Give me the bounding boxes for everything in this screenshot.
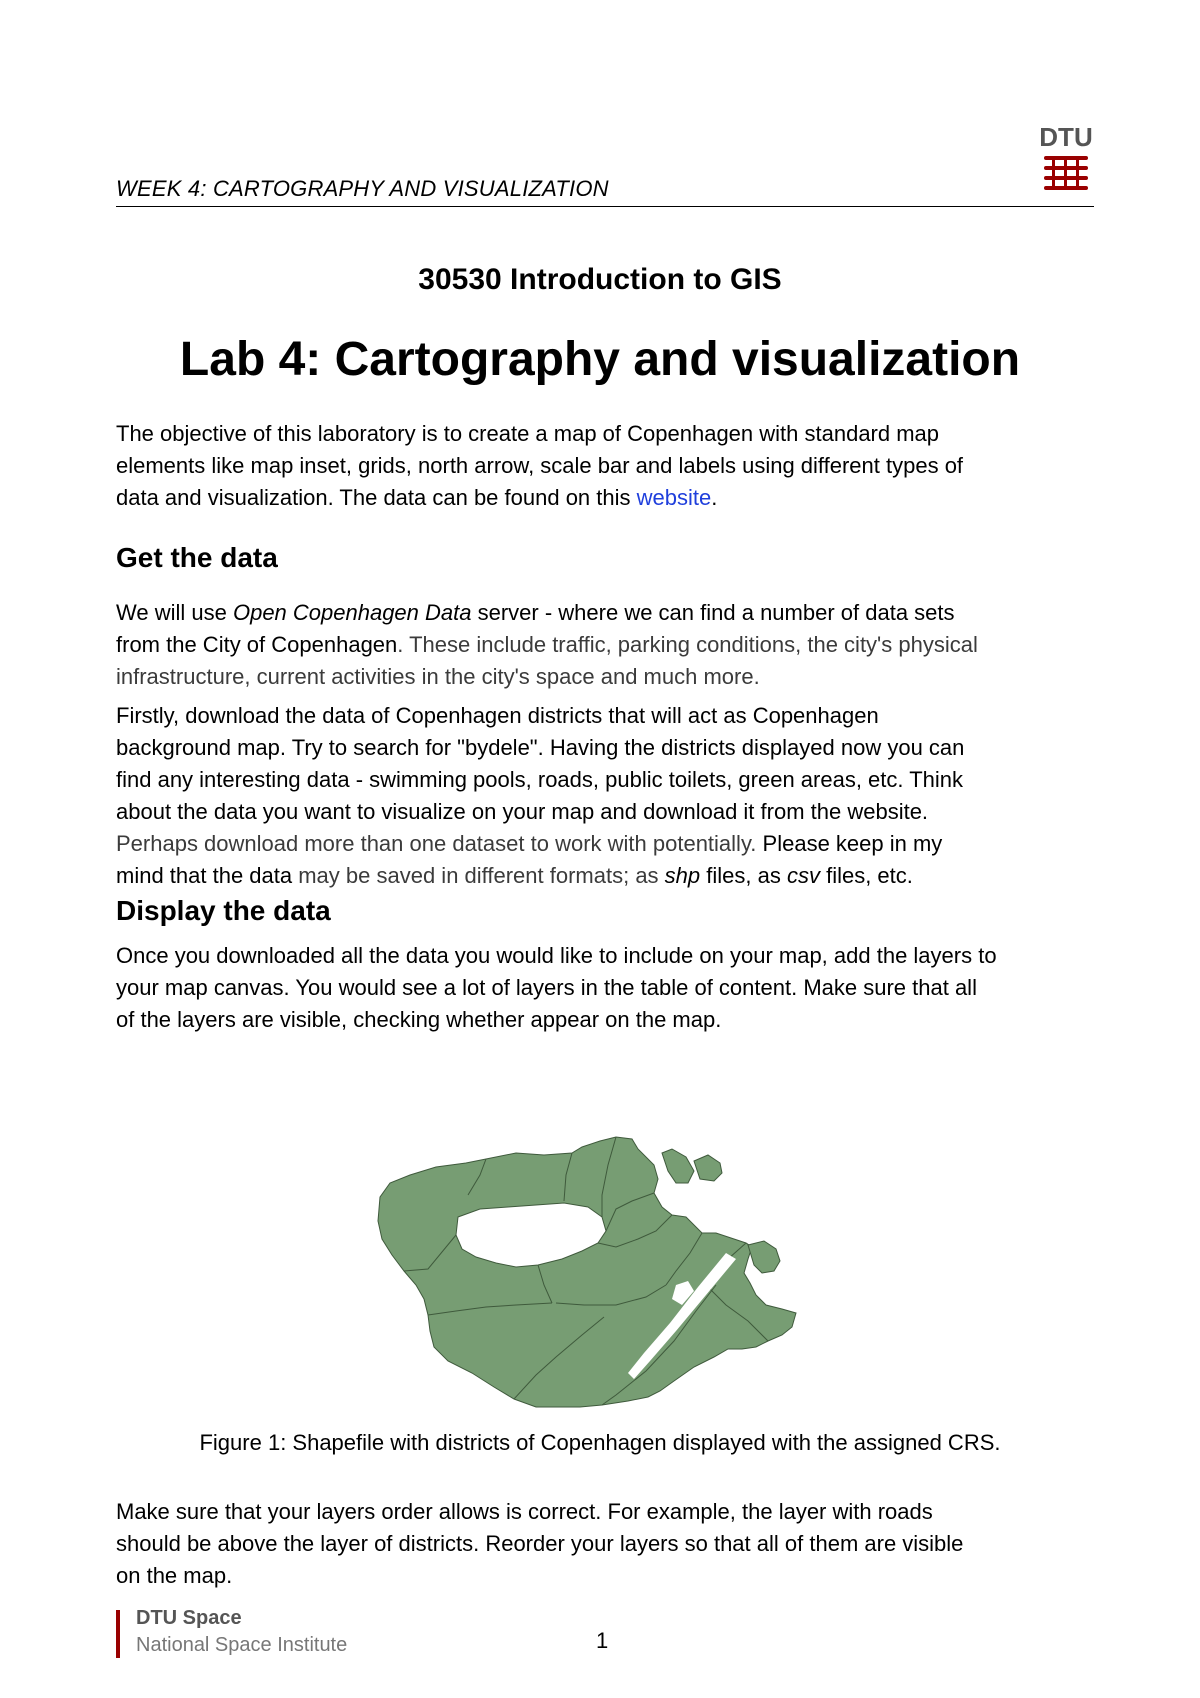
paragraph-line: Perhaps download more than one dataset to work with potentially. Please keep in my [116,831,943,856]
course-title: 30530 Introduction to GIS [418,263,782,296]
running-header: WEEK 4: CARTOGRAPHY AND VISUALIZATION [116,176,609,201]
footer-accent-bar [116,1610,120,1658]
header-rule [116,206,1094,207]
figure-caption: Figure 1: Shapefile with districts of Copenhagen displayed with the assigned CRS. [199,1430,1001,1455]
paragraph-line: background map. Try to search for "bydele". Having the districts displayed now you can [116,735,965,760]
intro-paragraph [116,418,1101,514]
paragraph-line: of the layers are visible, checking whether appear on the map. [116,1007,722,1032]
paragraph-line: infrastructure, current activities in the city's space and much more. [116,664,760,689]
website-link[interactable]: website [636,485,712,510]
intro-line: The objective of this laboratory is to create a map of Copenhagen with standard map [116,421,940,446]
copenhagen-districts-map [376,1135,836,1415]
paragraph-line: find any interesting data - swimming pools, roads, public toilets, green areas, etc. Think [116,767,964,792]
display-data-paragraph [116,940,1101,1036]
footer-org-subtitle: National Space Institute [136,1634,348,1656]
harbour-island-east [748,1241,780,1273]
paragraph-line: should be above the layer of districts. Reorder your layers so that all of them are visible [116,1531,964,1556]
paragraph-line: your map canvas. You would see a lot of layers in the table of content. Make sure that all [116,975,977,1000]
district-outer-ring [378,1137,796,1407]
get-data-paragraph-1 [116,597,1101,693]
paragraph-line: Once you downloaded all the data you would like to include on your map, add the layers to [116,943,997,968]
footer-org-name: DTU Space [136,1607,242,1629]
harbour-pier-1 [662,1149,694,1183]
paragraph-line: from the City of Copenhagen. These include traffic, parking conditions, the city's physical [116,632,978,657]
get-data-paragraph-2 [116,700,1101,892]
harbour-pier-2 [694,1155,722,1181]
intro-line: elements like map inset, grids, north arrow, scale bar and labels using different types of [116,453,964,478]
paragraph-line: on the map. [116,1563,233,1588]
lab-title: Lab 4: Cartography and visualization [179,333,1021,386]
section-heading-display-data: Display the data [116,895,331,926]
dtu-logo [1038,122,1094,194]
paragraph-line: We will use Open Copenhagen Data server - where we can find a number of data sets [116,600,955,625]
paragraph-line: Make sure that your layers order allows is correct. For example, the layer with roads [116,1499,933,1524]
closing-paragraph [116,1496,1101,1592]
district-polygons [378,1137,796,1407]
dtu-logo-mark [1044,156,1088,190]
paragraph-line: mind that the data may be saved in different formats; as shp files, as csv files, etc. [116,863,913,888]
paragraph-line: Firstly, download the data of Copenhagen districts that will act as Copenhagen [116,703,879,728]
section-heading-get-data: Get the data [116,542,278,573]
dtu-logo-text: DTU [1039,122,1093,152]
open-copenhagen-data-emphasis: Open Copenhagen Data [232,600,472,625]
intro-line: data and visualization. The data can be found on this website. [116,485,718,510]
page-number: 1 [596,1628,609,1653]
paragraph-line: about the data you want to visualize on your map and download it from the website. [116,799,929,824]
